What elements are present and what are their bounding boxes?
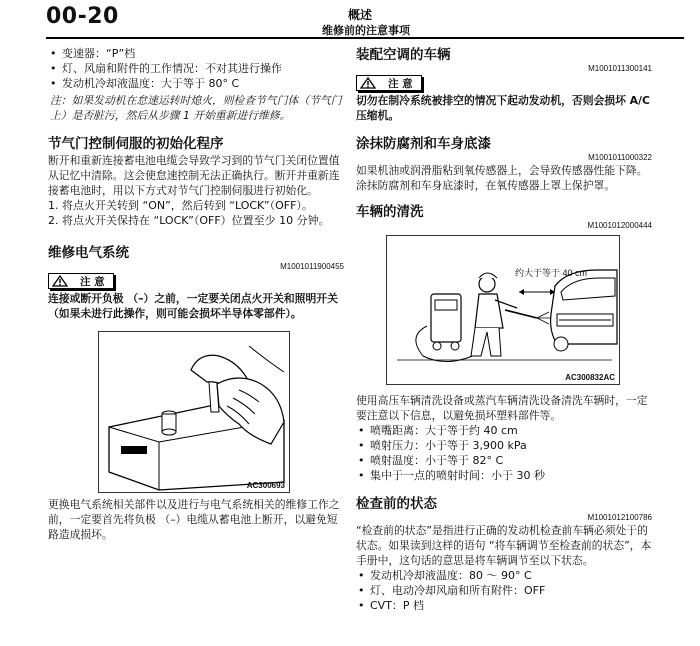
- throttle-steps: [48, 198, 344, 228]
- step-number: 1.: [48, 199, 59, 212]
- right-column: [356, 46, 652, 613]
- left-column: [48, 46, 344, 542]
- battery-terminal-illustration: [99, 332, 289, 492]
- caution-label-text: 注 意: [388, 77, 413, 90]
- step-text: 将点火开关保持在 “LOCK”（OFF）位置至少 10 分钟。: [62, 214, 330, 227]
- step-item: [48, 213, 344, 228]
- distance-label: 约大于等于 40 cm: [515, 268, 588, 278]
- coating-heading: 涂抹防腐剂和车身底漆: [356, 136, 491, 152]
- inspection-code: M1001012100786: [587, 513, 652, 522]
- list-item: • 发动机冷却液温度：大于等于 80° C: [48, 76, 344, 91]
- ac-code: M1001011300141: [588, 64, 652, 73]
- caution-label: [356, 75, 422, 91]
- inspection-list: [356, 568, 652, 613]
- ac-heading: 装配空调的车辆: [356, 47, 451, 63]
- electrical-caution-text: 连接或断开负极 （–）之前，一定要关闭点火开关和照明开关 （如果未进行此操作，则可能会损坏半导体零部件）。: [48, 292, 338, 320]
- warning-triangle-icon: [52, 275, 68, 287]
- washing-text: 使用高压车辆清洗设备或蒸汽车辆清洗设备清洗车辆时，一定要注意以下信息，以避免损坏塑料部件等。: [356, 394, 648, 422]
- caution-label: [48, 273, 114, 289]
- list-item: • 集中于一点的喷射时间：小于 30 秒: [356, 468, 652, 483]
- list-item: • CVT：P 档: [356, 598, 652, 613]
- condition-list: [48, 46, 344, 91]
- coating-text: 如果机油或润滑脂粘到氧传感器上，会导致传感器性能下降。涂抹防腐剂和车身底漆时，在氧传感器上罩上保护罩。: [356, 164, 648, 192]
- washing-figure: [386, 235, 620, 385]
- washing-code: M1001012000444: [587, 221, 652, 230]
- step-item: [48, 198, 344, 213]
- figure-id: AC300832AC: [565, 373, 615, 382]
- list-item: • 喷射压力：小于等于 3,900 kPa: [356, 438, 652, 453]
- idle-note: 注：如果发动机在怠速运转时熄火，则检查节气门体（节气门上）是否脏污，然后从步骤 1 开始重新进行维修。: [50, 94, 342, 122]
- list-item: • 发动机冷却液温度：80 ～ 90° C: [356, 568, 652, 583]
- page-number: 00-20: [46, 4, 119, 29]
- figure-id: AC300693: [246, 481, 285, 490]
- electrical-after-text: 更换电气系统相关部件以及进行与电气系统相关的维修工作之前，一定要首先将负极 （–）电缆从蓄电池上断开，以避免短路造成损坏。: [48, 498, 340, 541]
- washing-list: [356, 423, 652, 483]
- section-title: 概述: [347, 8, 372, 22]
- electrical-code: M1001011900455: [280, 262, 344, 271]
- car-washing-illustration: [387, 236, 619, 384]
- list-item: • 变速器：“P”档: [48, 46, 344, 61]
- section-subtitle: 维修前的注意事项: [322, 24, 410, 37]
- inspection-heading: 检查前的状态: [356, 496, 437, 512]
- step-number: 2.: [48, 214, 59, 227]
- washing-heading: 车辆的清洗: [356, 204, 424, 220]
- list-item: • 喷嘴距离：大于等于约 40 cm: [356, 423, 652, 438]
- header-rule: [46, 37, 684, 39]
- list-item: • 灯、风扇和附件的工作情况：不对其进行操作: [48, 61, 344, 76]
- coating-code: M1001011000322: [588, 153, 652, 162]
- throttle-intro: 断开和重新连接蓄电池电缆会导致学习到的节气门关闭位置值从记忆中清除。这会使怠速控制无法正确执行。断开并重新连接蓄电池时，用以下方式对节气门控制伺服进行初始化。: [48, 154, 340, 197]
- list-item: • 喷射温度：小于等于 82° C: [356, 453, 652, 468]
- step-text: 将点火开关转到 “ON”，然后转到 “LOCK”（OFF）。: [62, 199, 313, 212]
- battery-figure: [98, 331, 290, 493]
- warning-triangle-icon: [360, 77, 376, 89]
- ac-caution-text: 切勿在制冷系统被排空的情况下起动发动机，否则会损坏 A/C 压缩机。: [356, 94, 650, 122]
- list-item: • 灯、电动冷却风扇和所有附件：OFF: [356, 583, 652, 598]
- inspection-text: “检查前的状态”是指进行正确的发动机检查前车辆必须处于的状态。如果读到这样的语句 “将车辆调节至检查前的状态”，本手册中，这句话的意思是将车辆调节至以下状态。: [356, 524, 652, 567]
- electrical-heading: 维修电气系统: [48, 245, 129, 261]
- throttle-heading: 节气门控制伺服的初始化程序: [48, 136, 224, 152]
- caution-label-text: 注 意: [80, 275, 105, 288]
